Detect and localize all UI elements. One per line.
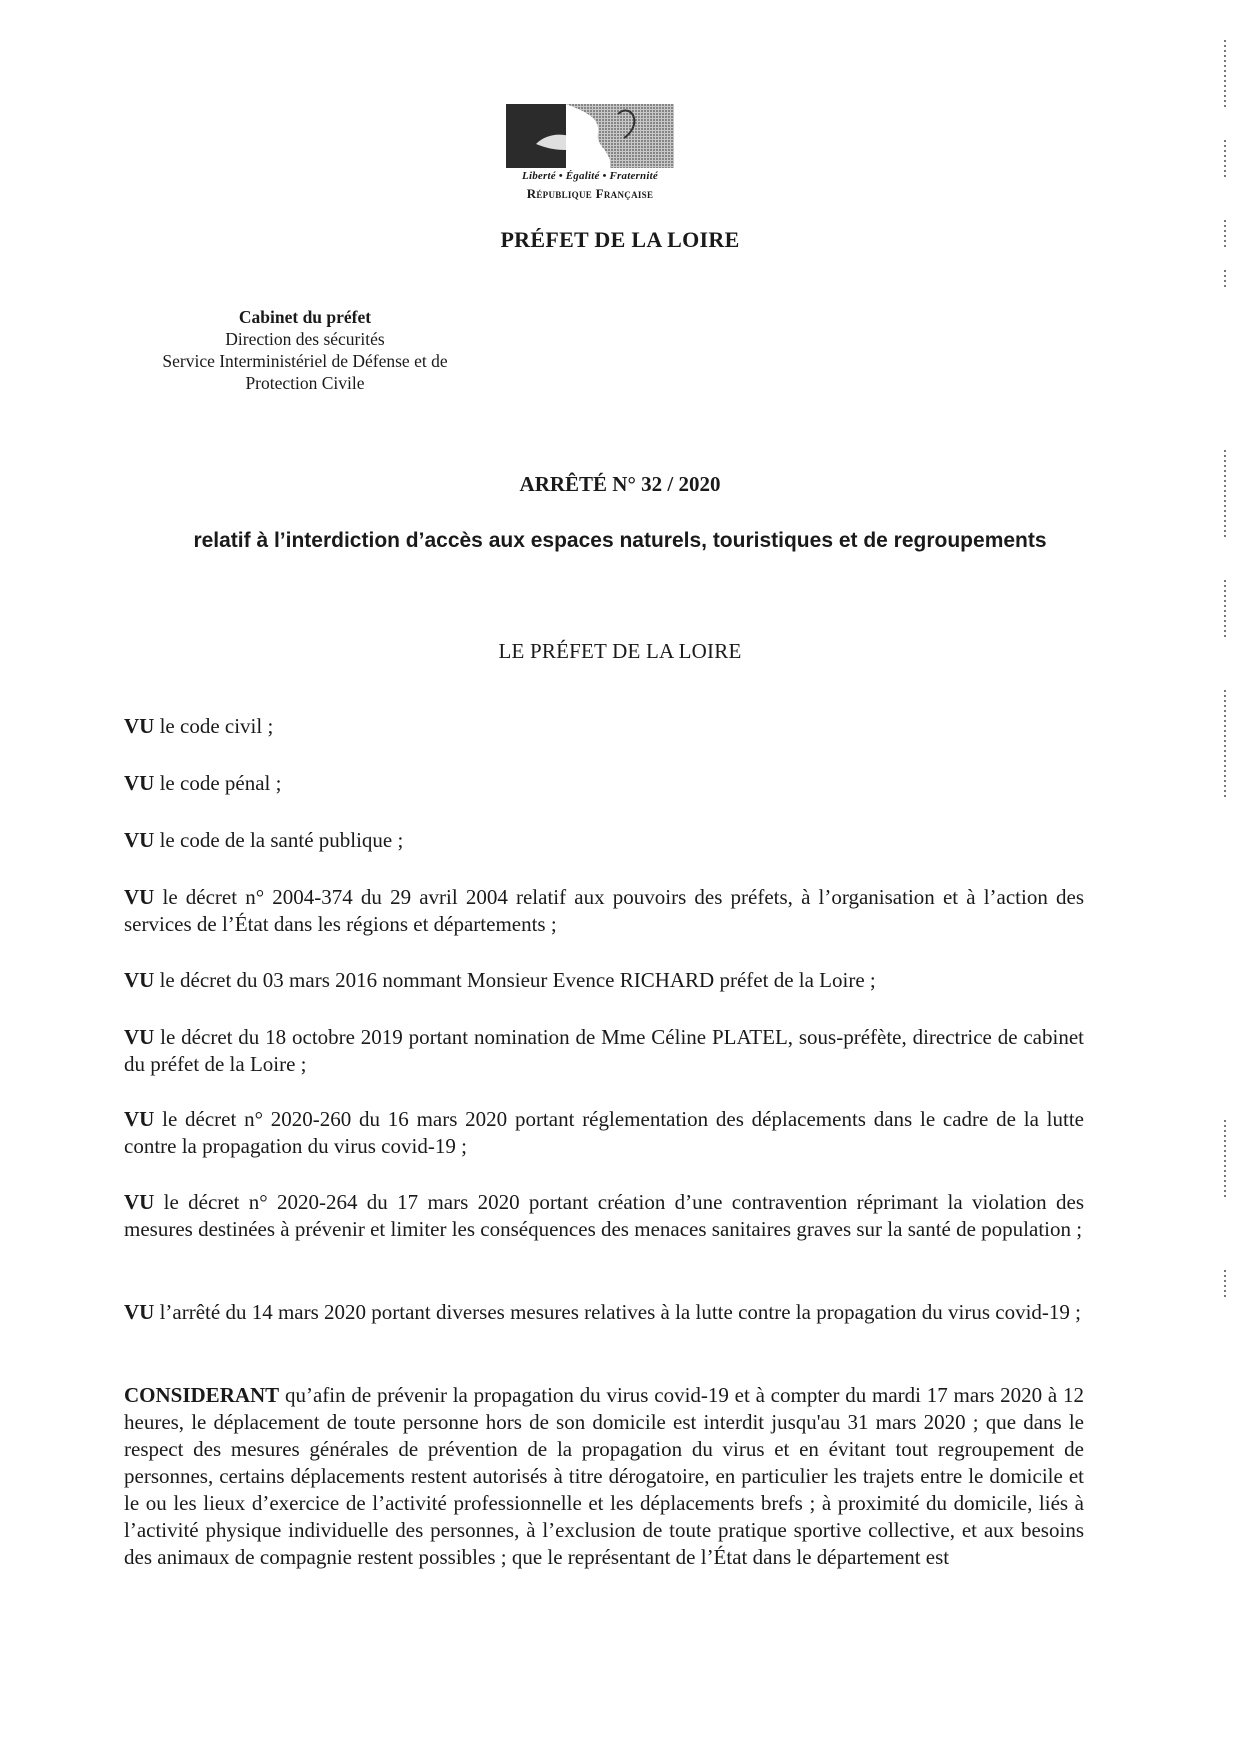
- directorate-line: Direction des sécurités: [225, 329, 385, 349]
- visa-paragraph: VU l’arrêté du 14 mars 2020 portant diverses mesures relatives à la lutte contre la propagation du virus covid-19 ;: [124, 1300, 1081, 1324]
- visa-paragraph: VU le décret n° 2020-264 du 17 mars 2020 portant création d’une contravention réprimant la violation des mesures destinées à prévenir et limiter les conséquences des menaces sanitaires graves sur la santé de population ;: [124, 1190, 1084, 1241]
- decree-object: relatif à l’interdiction d’accès aux espaces naturels, touristiques et de regroupements: [193, 529, 1047, 552]
- visa-paragraph: VU le décret du 03 mars 2016 nommant Monsieur Evence RICHARD préfet de la Loire ;: [124, 968, 876, 992]
- visa-paragraph: VU le décret n° 2004-374 du 29 avril 2004 relatif aux pouvoirs des préfets, à l’organisation et à l’action des services de l’État dans les régions et départements ;: [124, 885, 1084, 936]
- decree-issuer: LE PRÉFET DE LA LOIRE: [498, 639, 742, 663]
- scan-mark: [1224, 270, 1226, 290]
- scan-mark: [1224, 450, 1226, 540]
- issuing-service: [110, 306, 500, 394]
- scan-mark: [1224, 580, 1226, 640]
- visa-paragraph: VU le code pénal ;: [124, 771, 282, 795]
- scan-mark: [1224, 140, 1226, 180]
- cabinet-line: Cabinet du préfet: [238, 307, 372, 327]
- marianne-logo: [506, 104, 674, 168]
- decree-number: ARRÊTÉ N° 32 / 2020: [519, 472, 721, 496]
- scan-mark: [1224, 1270, 1226, 1300]
- considering-paragraph: CONSIDERANT qu’afin de prévenir la propagation du virus covid-19 et à compter du mardi 17 mars 2020 à 12 heures, le déplacement de toute personne hors de son domicile est interdit jusqu'au 31 mars 2020 ; que dans le respect des mesures générales de prévention de la propagation du virus et en évitant tout regroupement de personnes, certains déplacements restent autorisés à titre dérogatoire, en particulier les trajets entre le domicile et le ou les lieux d’exercice de l’activité professionnelle et les déplacements brefs ; à proximité du domicile, liés à l’activité physique individuelle des personnes, à l’exclusion de toute pratique sportive collective, et aux besoins des animaux de compagnie restent possibles ; que le représentant de l’État dans le département est: [124, 1383, 1084, 1569]
- service-line-cont: Protection Civile: [245, 373, 365, 393]
- visa-paragraph: VU le code de la santé publique ;: [124, 828, 404, 852]
- scan-mark: [1224, 220, 1226, 250]
- scan-margin-marks: [1210, 0, 1240, 1754]
- visa-paragraph: VU le décret n° 2020-260 du 16 mars 2020 portant réglementation des déplacements dans le cadre de la lutte contre la propagation du virus covid-19 ;: [124, 1107, 1084, 1158]
- republic-motto: Liberté • Égalité • Fraternité: [522, 170, 658, 182]
- prefecture-title: PRÉFET DE LA LOIRE: [500, 227, 740, 252]
- scan-mark: [1224, 40, 1226, 110]
- visa-paragraph: VU le décret du 18 octobre 2019 portant nomination de Mme Céline PLATEL, sous-préfète, directrice de cabinet du préfet de la Loire ;: [124, 1025, 1084, 1076]
- scan-mark: [1224, 1120, 1226, 1200]
- republic-name: République Française: [526, 186, 654, 201]
- visa-paragraph: VU le code civil ;: [124, 714, 274, 738]
- service-line: Service Interministériel de Défense et de: [162, 351, 448, 371]
- scan-mark: [1224, 690, 1226, 800]
